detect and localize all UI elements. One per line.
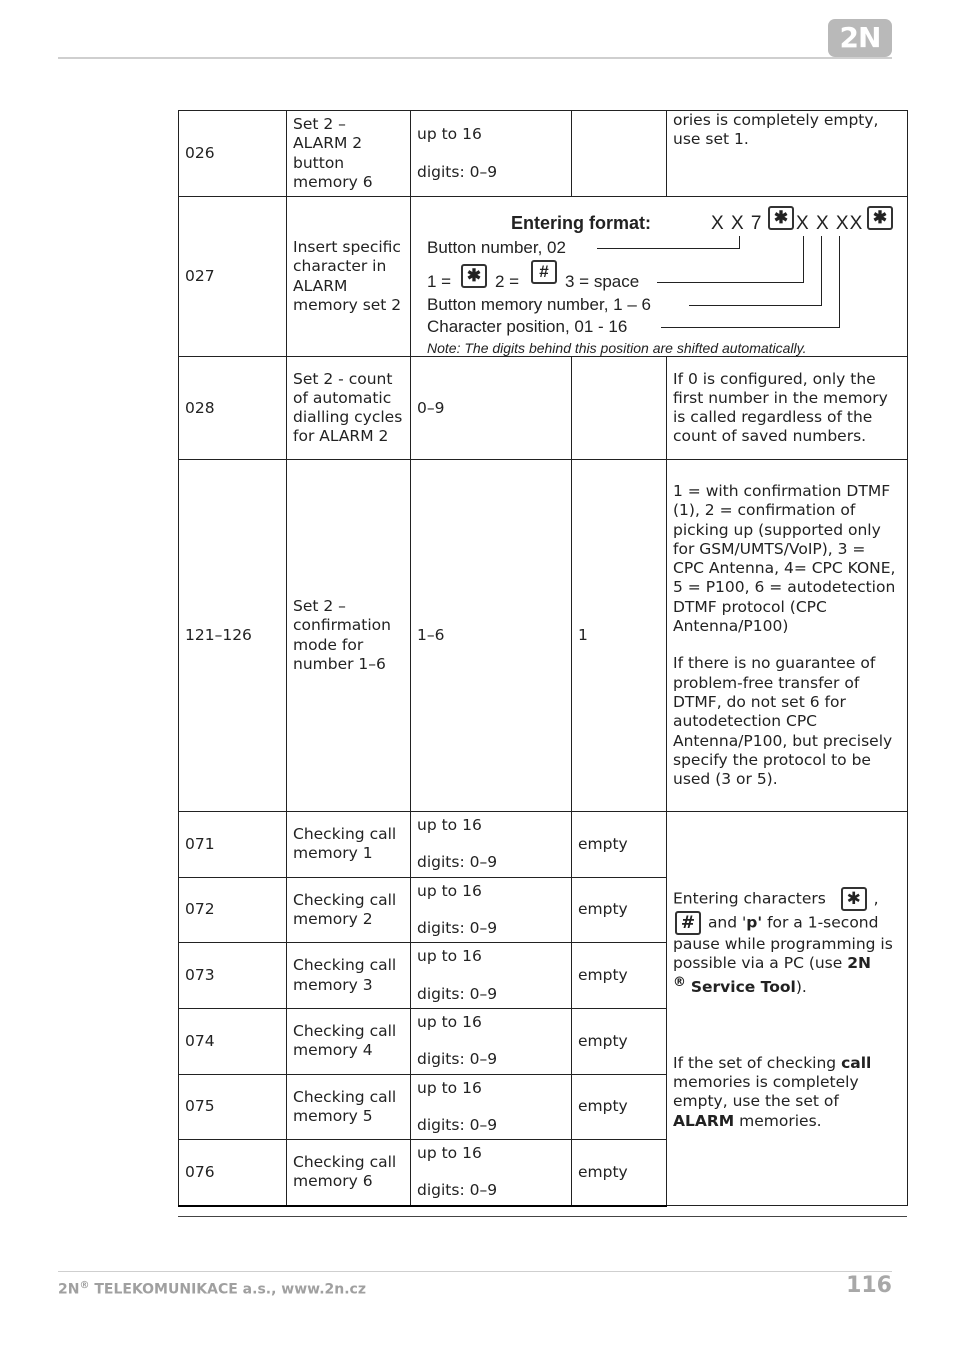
hash-key-icon: #	[531, 260, 557, 284]
param-code: 075	[179, 1074, 287, 1140]
registered-mark: ®	[673, 975, 686, 991]
param-note	[667, 460, 908, 812]
format-note: Note: The digits behind this position are shifted automatically.	[427, 339, 807, 356]
param-name: Insert specific character in ALARM memory set 2	[287, 197, 411, 357]
note-bold: p'	[746, 913, 763, 932]
connector-line	[657, 282, 803, 283]
table-row	[179, 460, 908, 812]
param-range: 0–9	[411, 357, 572, 460]
note-bold: 2N	[847, 953, 871, 972]
param-name: Checking call memory 5	[287, 1074, 411, 1140]
connector-line	[597, 248, 739, 249]
param-name: Checking call memory 4	[287, 1008, 411, 1074]
param-note: ories is completely empty, use set 1.	[667, 111, 908, 197]
hash-key-icon: #	[675, 911, 701, 935]
footer-company	[58, 1280, 366, 1298]
connector-line	[839, 236, 840, 328]
param-code: 073	[179, 943, 287, 1009]
param-name: Set 2 – ALARM 2 button memory 6	[287, 111, 411, 197]
format-pattern-start: X X 7	[711, 212, 763, 234]
connector-line	[803, 236, 804, 283]
range-digits: digits: 0–9	[417, 162, 498, 181]
brand-logo: 2N	[828, 19, 892, 57]
format-chars-2: 2 =	[495, 271, 520, 291]
param-code: 072	[179, 877, 287, 943]
format-pattern-end: X X XX	[796, 212, 864, 234]
note-text: and '	[707, 913, 747, 932]
table-row	[179, 812, 908, 878]
footer-company-text: TELEKOMUNIKACE a.s., www.2n.cz	[89, 1281, 366, 1298]
param-range	[411, 1074, 572, 1140]
note-text: If the set of checking	[673, 1053, 842, 1072]
param-name: Checking call memory 3	[287, 943, 411, 1009]
table-row	[179, 197, 908, 357]
connector-line	[689, 305, 821, 306]
param-default: empty	[572, 1008, 667, 1074]
entering-format-figure	[411, 197, 908, 357]
range-length: up to 16	[417, 1012, 482, 1031]
star-key-icon: ✱	[461, 264, 487, 288]
param-range	[411, 1008, 572, 1074]
param-code: 027	[179, 197, 287, 357]
format-position-line: Character position, 01 - 16	[427, 316, 628, 336]
range-digits: digits: 0–9	[417, 853, 498, 872]
range-length: up to 16	[417, 816, 482, 835]
range-digits: digits: 0–9	[417, 1115, 498, 1134]
header-rule	[58, 57, 892, 59]
registered-mark: ®	[79, 1280, 90, 1291]
format-chars-1: 1 =	[427, 271, 452, 291]
param-range	[411, 111, 572, 197]
param-name: Checking call memory 1	[287, 812, 411, 878]
format-title: Entering format:	[511, 212, 652, 233]
footer-rule	[58, 1271, 892, 1272]
format-chars-3: 3 = space	[565, 271, 640, 291]
param-name: Set 2 – confirmation mode for number 1–6	[287, 460, 411, 812]
param-name: Checking call memory 6	[287, 1140, 411, 1206]
param-default: empty	[572, 943, 667, 1009]
note-text: memories.	[734, 1111, 822, 1130]
note-text: ).	[795, 978, 807, 997]
note-bold: ALARM	[673, 1111, 735, 1130]
param-default: empty	[572, 1140, 667, 1206]
range-length: up to 16	[417, 881, 482, 900]
range-length: up to 16	[417, 1144, 482, 1163]
param-default	[572, 357, 667, 460]
format-memory-line: Button memory number, 1 – 6	[427, 294, 651, 314]
param-code: 074	[179, 1008, 287, 1074]
param-default: empty	[572, 1074, 667, 1140]
connector-line	[821, 236, 822, 306]
param-default	[572, 111, 667, 197]
range-digits: digits: 0–9	[417, 919, 498, 938]
note-text: for a 1-second pause while programming is possible via a PC (use	[673, 913, 893, 972]
param-range	[411, 812, 572, 878]
table-row	[179, 111, 908, 197]
note-bold: Service Tool	[690, 978, 796, 997]
format-button-line: Button number, 02	[427, 237, 566, 257]
param-range	[411, 943, 572, 1009]
connector-line	[739, 236, 740, 249]
param-note: If 0 is configured, only the first number in the memory is called regardless of the count of saved numbers.	[667, 357, 908, 460]
param-code: 026	[179, 111, 287, 197]
dtmf-warning-text: If there is no guarantee of problem-free transfer of DTMF, do not set 6 for autodetection CPC Antenna/P100, but precisely specify the protocol to be used (3 or 5).	[673, 654, 893, 789]
range-length: up to 16	[417, 125, 482, 144]
param-code: 121–126	[179, 460, 287, 812]
note-text: Entering characters	[673, 889, 826, 908]
param-code: 071	[179, 812, 287, 878]
confirmation-modes-text: 1 = with confirmation DTMF (1), 2 = confirmation of picking up (supported only for GSM/UMTS/VoIP), 3 = CPC Antenna, 4= CPC KONE, 5 = P100, 6 = autodetection DTMF protocol (CPC Antenna/P100)	[673, 481, 896, 636]
range-digits: digits: 0–9	[417, 1181, 498, 1200]
param-default: empty	[572, 812, 667, 878]
param-range: 1–6	[411, 460, 572, 812]
range-digits: digits: 0–9	[417, 984, 498, 1003]
param-default: 1	[572, 460, 667, 812]
table-end-rule	[178, 1216, 907, 1217]
checking-memories-note: Entering characters ✱ , # and 'p' for a 1-second pause while programming is possible via a PC (use 2N ® Service Tool). If the set of checking call memories is completely empty, use the set of ALARM memories.	[667, 812, 908, 1206]
note-text: memories is completely empty, use the set of	[673, 1072, 859, 1111]
parameters-table	[178, 110, 908, 1207]
note-bold: call	[841, 1053, 872, 1072]
range-length: up to 16	[417, 1078, 482, 1097]
footer-brand: 2N	[58, 1281, 80, 1298]
range-digits: digits: 0–9	[417, 1050, 498, 1069]
param-range	[411, 877, 572, 943]
param-name: Checking call memory 2	[287, 877, 411, 943]
table-row	[179, 357, 908, 460]
star-key-icon: ✱	[768, 206, 794, 230]
page-number: 116	[846, 1273, 892, 1298]
star-key-icon: ✱	[841, 887, 867, 911]
param-code: 076	[179, 1140, 287, 1206]
param-name: Set 2 - count of automatic dialling cycles for ALARM 2	[287, 357, 411, 460]
connector-line	[661, 327, 839, 328]
param-default: empty	[572, 877, 667, 943]
param-code: 028	[179, 357, 287, 460]
range-length: up to 16	[417, 947, 482, 966]
star-key-icon: ✱	[867, 206, 893, 230]
param-range	[411, 1140, 572, 1206]
